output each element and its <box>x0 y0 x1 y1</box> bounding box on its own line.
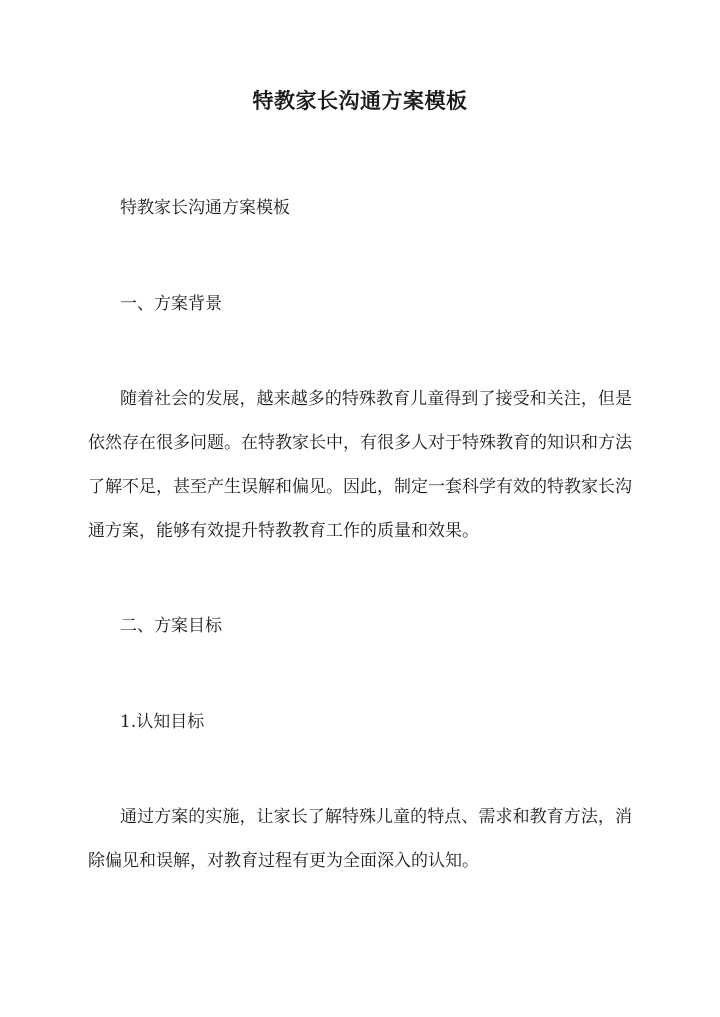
subsection-heading-cognitive: 1.认知目标 <box>120 712 205 732</box>
paragraph-line: 除偏见和误解，对教育过程有更为全面深入的认知。 <box>88 851 479 871</box>
section-heading-goals: 二、方案目标 <box>120 616 222 636</box>
document-subtitle: 特教家长沟通方案模板 <box>120 198 290 218</box>
section-heading-background: 一、方案背景 <box>120 294 222 314</box>
paragraph-line: 通过方案的实施，让家长了解特殊儿童的特点、需求和教育方法，消 <box>120 807 632 827</box>
paragraph-line: 了解不足，甚至产生误解和偏见。因此，制定一套科学有效的特教家长沟 <box>88 477 632 497</box>
paragraph-line: 通方案，能够有效提升特教教育工作的质量和效果。 <box>88 521 479 541</box>
document-title: 特教家长沟通方案模板 <box>252 88 468 113</box>
paragraph-line: 随着社会的发展，越来越多的特殊教育儿童得到了接受和关注，但是 <box>120 389 632 409</box>
paragraph-line: 依然存在很多问题。在特教家长中，有很多人对于特殊教育的知识和方法 <box>88 433 632 453</box>
